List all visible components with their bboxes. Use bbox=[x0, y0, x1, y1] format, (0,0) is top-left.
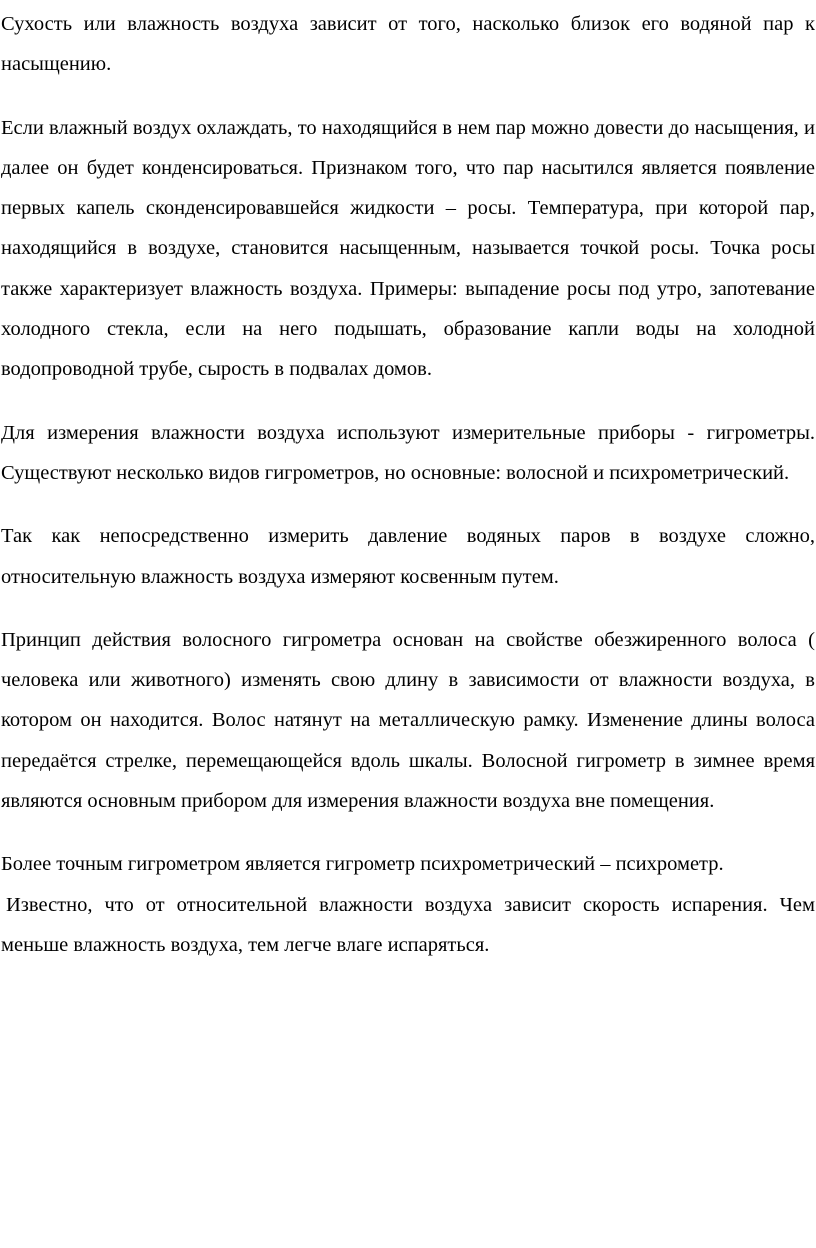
paragraph-hygrometers: Для измерения влажности воздуха используют измерительные приборы - гигрометры. Существуют несколько видов гигрометров, но основные: волосной и психрометрический. bbox=[1, 421, 815, 484]
paragraph-hair-hygrometer: Принцип действия волосного гигрометра основан на свойстве обезжиренного волоса ( человека или животного) изменять свою длину в зависимости от влажности воздуха, в котором он находится. Волос натянут на металлическую рамку. Изменение длины волоса передаётся стрелке, перемещающейся вдоль шкалы. Волосной гигрометр в зимнее время являются основным прибором для измерения влажности воздуха вне помещения. bbox=[1, 628, 815, 813]
document-page bbox=[0, 4, 816, 1248]
paragraph-dew-point: Если влажный воздух охлаждать, то находящийся в нем пар можно довести до насыщения, и далее он будет конденсироваться. Признаком того, что пар насытился является появление первых капель сконденсировавшейся жидкости – росы. Температура, при которой пар, находящийся в воздухе, становится насыщенным, называется точкой росы. Точка росы также характеризует влажность воздуха. Примеры: выпадение росы под утро, запотевание холодного стекла, если на него подышать, образование капли воды на холодной водопроводной трубе, сырость в подвалах домов. bbox=[1, 116, 815, 381]
paragraph-indirect-measurement: Так как непосредственно измерить давление водяных паров в воздухе сложно, относительную влажность воздуха измеряют косвенным путем. bbox=[1, 525, 815, 588]
paragraph-humidity-intro: Сухость или влажность воздуха зависит от того, насколько близок его водяной пар к насыщению. bbox=[1, 13, 815, 76]
paragraph-psychrometer: Более точным гигрометром является гигрометр психрометрический – психрометр. bbox=[1, 853, 724, 876]
paragraph-evaporation: Известно, что от относительной влажности воздуха зависит скорость испарения. Чем меньше влажность воздуха, тем легче влаге испаряться. bbox=[1, 893, 815, 956]
